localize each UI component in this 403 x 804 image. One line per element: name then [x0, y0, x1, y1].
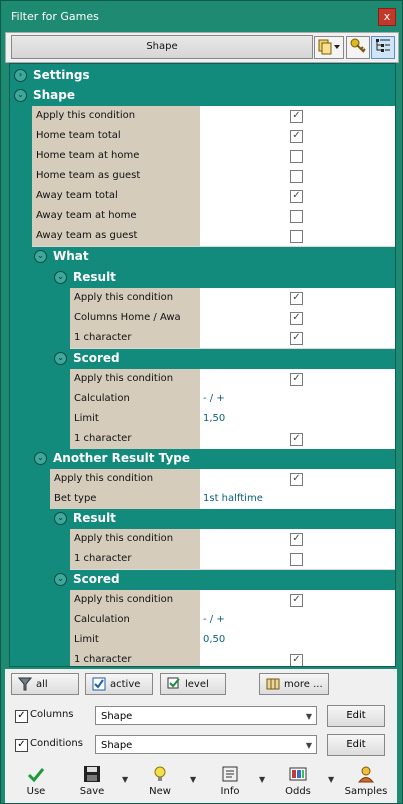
- floppy-disk-icon: [82, 765, 102, 785]
- columns-edit-button[interactable]: Edit: [327, 705, 385, 727]
- row-label: Calculation: [70, 389, 200, 409]
- scored-row[interactable]: [70, 590, 395, 611]
- row-label: Away team at home: [32, 206, 200, 226]
- section-label: Result: [73, 511, 116, 525]
- row-value: [200, 126, 395, 146]
- row-label: Home team as guest: [32, 166, 200, 186]
- filter-level-button[interactable]: [160, 673, 226, 695]
- odds-button[interactable]: [273, 761, 323, 801]
- row-value: [200, 328, 395, 348]
- section-label: Shape: [33, 88, 76, 102]
- checkbox[interactable]: ✓: [290, 473, 303, 486]
- row-label: Limit: [70, 630, 200, 650]
- conditions-label: Conditions: [30, 738, 83, 749]
- checkbox[interactable]: [290, 230, 303, 243]
- columns-label: Columns: [30, 709, 74, 720]
- row-value: [200, 650, 395, 667]
- result-row[interactable]: [70, 308, 395, 329]
- row-label: Apply this condition: [70, 369, 200, 389]
- shape-row[interactable]: [32, 166, 395, 187]
- row-value: [200, 308, 395, 328]
- row-label: Home team at home: [32, 146, 200, 166]
- conditions-edit-button[interactable]: Edit: [327, 734, 385, 756]
- odds-label: Odds: [285, 786, 311, 797]
- section-label: Another Result Type: [53, 451, 190, 465]
- more-label: more ...: [284, 679, 323, 690]
- another-row[interactable]: [50, 489, 395, 510]
- collapse-icon[interactable]: ⌄: [54, 271, 67, 284]
- checkmark-icon: [26, 765, 46, 785]
- collapse-icon[interactable]: ⌄: [14, 89, 27, 102]
- section-label: What: [53, 249, 89, 263]
- row-label: 1 character: [70, 549, 200, 569]
- row-value: [200, 469, 395, 489]
- row-label: 1 character: [70, 328, 200, 348]
- save-label: Save: [79, 786, 105, 797]
- collapse-icon[interactable]: ⌄: [34, 452, 47, 465]
- collapse-icon[interactable]: ⌄: [54, 573, 67, 586]
- scored-row[interactable]: [70, 610, 395, 631]
- limit-value[interactable]: 0,50: [200, 630, 395, 650]
- section-another-scored[interactable]: [50, 570, 395, 589]
- calculation-value[interactable]: - / +: [200, 610, 395, 630]
- shape-row[interactable]: [32, 106, 395, 127]
- odds-dropdown-icon[interactable]: ▼: [328, 775, 335, 784]
- conditions-select[interactable]: [95, 735, 317, 754]
- section-what[interactable]: [30, 247, 395, 266]
- row-label: 1 character: [70, 650, 200, 667]
- copy-dropdown-icon[interactable]: [314, 36, 344, 59]
- checkbox[interactable]: ✓: [290, 433, 303, 446]
- calculation-value[interactable]: - / +: [200, 389, 395, 409]
- section-settings[interactable]: [10, 66, 395, 85]
- columns-select[interactable]: [95, 706, 317, 725]
- shape-row[interactable]: [32, 226, 395, 247]
- row-value: [200, 226, 395, 246]
- row-label: Home team total: [32, 126, 200, 146]
- row-label: 1 character: [70, 429, 200, 449]
- row-label: Apply this condition: [70, 288, 200, 308]
- checkbox[interactable]: ✓: [290, 373, 303, 386]
- checkbox[interactable]: ✓: [290, 190, 303, 203]
- checkbox[interactable]: ✓: [290, 110, 303, 123]
- tree-view-icon[interactable]: [371, 36, 395, 59]
- section-label: Scored: [73, 351, 120, 365]
- scored-row[interactable]: [70, 409, 395, 430]
- row-label: Limit: [70, 409, 200, 429]
- checkbox[interactable]: [290, 150, 303, 163]
- row-value: [200, 206, 395, 226]
- checkbox[interactable]: ✓: [290, 654, 303, 667]
- use-button[interactable]: [11, 761, 61, 801]
- section-label: Result: [73, 270, 116, 284]
- samples-icon: [356, 765, 376, 785]
- shape-button[interactable]: Shape: [11, 35, 313, 59]
- limit-value[interactable]: 1,50: [200, 409, 395, 429]
- row-value: [200, 529, 395, 549]
- check-icon: [92, 677, 106, 691]
- collapse-icon[interactable]: ⌄: [54, 512, 67, 525]
- result-row[interactable]: [70, 549, 395, 570]
- row-label: Calculation: [70, 610, 200, 630]
- scored-row[interactable]: [70, 650, 395, 667]
- section-what-result[interactable]: [50, 268, 395, 287]
- new-label: New: [149, 786, 171, 797]
- odds-icon: [288, 765, 308, 785]
- filter-active-button[interactable]: [85, 673, 153, 695]
- level-icon: [167, 677, 181, 691]
- info-dropdown-icon[interactable]: ▼: [259, 775, 266, 784]
- save-dropdown-icon[interactable]: ▼: [122, 775, 129, 784]
- shape-row[interactable]: [32, 146, 395, 167]
- columns-icon: [266, 677, 280, 691]
- checkbox[interactable]: ✓: [290, 292, 303, 305]
- row-value: [200, 590, 395, 610]
- columns-row: [5, 703, 397, 729]
- checkbox[interactable]: ✓: [290, 533, 303, 546]
- scored-row[interactable]: [70, 369, 395, 390]
- section-label: Settings: [33, 68, 90, 82]
- shape-row[interactable]: [32, 186, 395, 207]
- condition-grid: [9, 63, 396, 667]
- result-row[interactable]: [70, 288, 395, 309]
- lightbulb-icon: [150, 765, 170, 785]
- samples-label: Samples: [344, 786, 388, 797]
- scored-row[interactable]: [70, 389, 395, 410]
- conditions-checkbox[interactable]: ✓: [15, 739, 28, 752]
- info-icon: [220, 765, 240, 785]
- toolbar: [5, 32, 399, 63]
- new-dropdown-icon[interactable]: ▼: [190, 775, 197, 784]
- section-what-scored[interactable]: [50, 349, 395, 368]
- row-label: Bet type: [50, 489, 200, 509]
- shape-row[interactable]: [32, 206, 395, 227]
- filter-all-button[interactable]: [11, 673, 79, 695]
- save-button[interactable]: [67, 761, 117, 801]
- new-button[interactable]: [135, 761, 185, 801]
- funnel-icon: [18, 677, 32, 691]
- scored-row[interactable]: [70, 630, 395, 651]
- info-button[interactable]: [205, 761, 255, 801]
- row-label: Away team total: [32, 186, 200, 206]
- samples-button[interactable]: [341, 761, 391, 801]
- use-label: Use: [26, 786, 46, 797]
- collapse-icon[interactable]: ⌄: [54, 352, 67, 365]
- row-value: [200, 106, 395, 126]
- close-button[interactable]: x: [378, 8, 396, 26]
- row-label: Apply this condition: [32, 106, 200, 126]
- section-shape[interactable]: [10, 86, 395, 105]
- window-title: Filter for Games: [11, 10, 99, 23]
- chevron-down-icon: ▼: [305, 741, 312, 750]
- columns-select-value: Shape: [101, 711, 133, 722]
- info-label: Info: [220, 786, 240, 797]
- title-bar: [1, 1, 402, 31]
- columns-checkbox[interactable]: ✓: [15, 710, 28, 723]
- filter-all-label: all: [36, 679, 48, 690]
- checkbox[interactable]: ✓: [290, 312, 303, 325]
- row-value: [200, 429, 395, 449]
- chevron-down-icon: ▼: [305, 712, 312, 721]
- row-label: Apply this condition: [50, 469, 200, 489]
- action-bar: [5, 761, 397, 801]
- result-row[interactable]: [70, 529, 395, 550]
- row-value: [200, 549, 395, 569]
- checkbox[interactable]: [290, 210, 303, 223]
- result-row[interactable]: [70, 328, 395, 349]
- row-label: Away team as guest: [32, 226, 200, 246]
- row-value: [200, 146, 395, 166]
- checkbox[interactable]: [290, 170, 303, 183]
- scored-row[interactable]: [70, 429, 395, 450]
- bottom-panel: [5, 669, 397, 803]
- collapse-icon[interactable]: ⌄: [34, 250, 47, 263]
- row-label: Columns Home / Awa: [70, 308, 200, 328]
- section-label: Scored: [73, 572, 120, 586]
- row-label: Apply this condition: [70, 590, 200, 610]
- row-value: [200, 186, 395, 206]
- key-icon[interactable]: [346, 36, 370, 59]
- checkbox[interactable]: ✓: [290, 332, 303, 345]
- expand-icon[interactable]: ›: [14, 69, 27, 82]
- section-another-result-type[interactable]: [30, 449, 395, 468]
- shape-row[interactable]: [32, 126, 395, 147]
- row-value: [200, 369, 395, 389]
- checkbox[interactable]: ✓: [290, 130, 303, 143]
- conditions-select-value: Shape: [101, 740, 133, 751]
- row-value: [200, 288, 395, 308]
- checkbox[interactable]: [290, 553, 303, 566]
- conditions-row: [5, 732, 397, 758]
- another-row[interactable]: [50, 469, 395, 490]
- row-label: Apply this condition: [70, 529, 200, 549]
- row-value: [200, 166, 395, 186]
- checkbox[interactable]: ✓: [290, 594, 303, 607]
- section-another-result[interactable]: [50, 509, 395, 528]
- more-button[interactable]: [259, 673, 329, 695]
- filter-active-label: active: [110, 679, 141, 690]
- bet-type-value[interactable]: 1st halftime: [200, 489, 395, 509]
- filter-level-label: level: [185, 679, 209, 690]
